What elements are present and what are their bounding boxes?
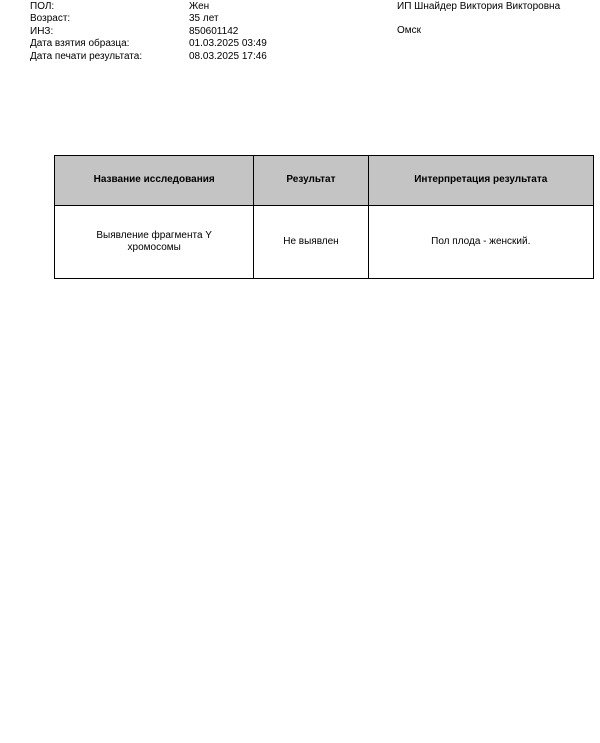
info-row-sex <box>30 1 309 13</box>
organization-info <box>397 1 560 38</box>
study-name: Выявление фрагмента Y хромосомы <box>96 229 212 253</box>
age-label: Возраст: <box>30 13 71 25</box>
table-header-row <box>55 156 594 206</box>
study-name-cell <box>55 206 254 279</box>
header-result: Результат <box>254 156 368 206</box>
interpretation-cell: Пол плода - женский. <box>368 206 593 279</box>
organization-city: Омск <box>397 25 422 37</box>
inz-value: 850601142 <box>189 25 239 37</box>
print-date-label: Дата печати результата: <box>30 50 143 62</box>
info-row-sample-date <box>30 38 309 50</box>
results-table <box>54 155 594 279</box>
age-value: 35 лет <box>189 13 219 25</box>
sex-label: ПОЛ: <box>30 1 55 12</box>
print-date-value: 08.03.2025 17:46 <box>189 50 267 62</box>
sex-value: Жен <box>189 1 210 12</box>
header-study-name: Название исследования <box>55 156 254 206</box>
info-row-inz <box>30 26 309 38</box>
sample-date-value: 01.03.2025 03:49 <box>189 38 267 50</box>
info-row-print-date <box>30 51 309 63</box>
inz-label: ИНЗ: <box>30 25 54 37</box>
organization-name: ИП Шнайдер Виктория Викторовна <box>397 1 561 12</box>
sample-date-label: Дата взятия образца: <box>30 38 130 50</box>
result-cell: Не выявлен <box>254 206 368 279</box>
table-row <box>55 206 594 279</box>
patient-info <box>30 1 309 63</box>
info-row-age <box>30 13 309 25</box>
header-interpretation: Интерпретация результата <box>368 156 593 206</box>
